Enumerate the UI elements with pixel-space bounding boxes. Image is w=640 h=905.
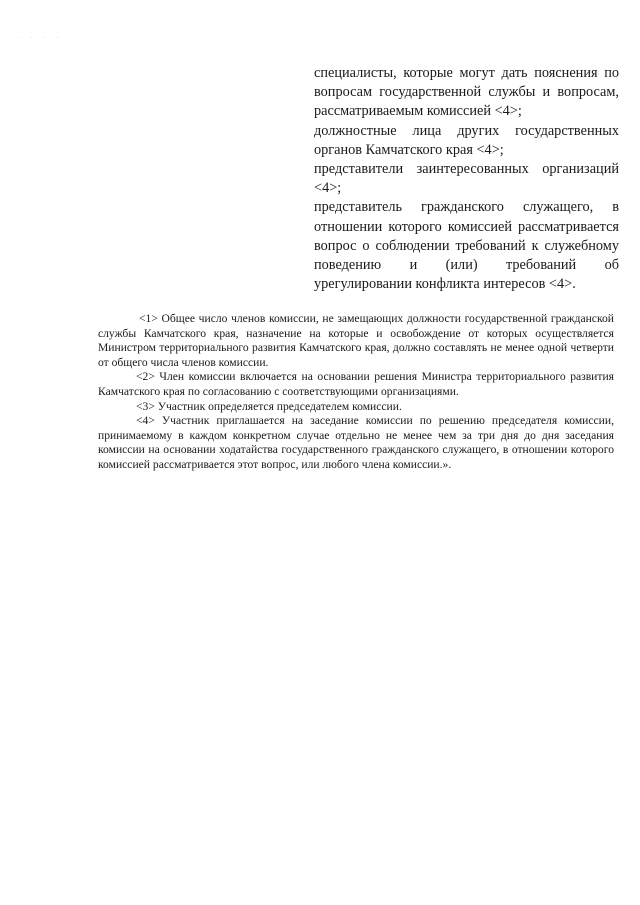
participants-item-organizations: представители заинтересованных организаций <4>; (314, 161, 619, 197)
footnote-4: <4> Участник приглашается на заседание комиссии по решению председателя комиссии, принимаемому в каждом конкретном случае отдельно не менее чем за три дня до дня заседания комиссии на основании ходатайства государственного гражданского служащего, в отношении которого комиссией рассматривается этот вопрос, или любого члена комиссии.». (98, 414, 614, 471)
participants-list (314, 64, 619, 294)
footnote-2: <2> Член комиссии включается на основании решения Министра территориального развития Камчатского края по согласованию с соответствующими организациями. (98, 370, 614, 398)
participants-item-representative: представитель гражданского служащего, в отношении которого комиссией рассматривается вопрос о соблюдении требований к служебному поведению и (или) требований об урегулировании конфликта интересов <4>. (314, 199, 619, 293)
participants-item-specialists: специалисты, которые могут дать пояснения по вопросам государственной службы и вопросам, рассматриваемым комиссией <4>; (314, 65, 619, 120)
scan-marks: . . . . (18, 34, 64, 40)
participants-item-officials: должностные лица других государственных органов Камчатского края <4>; (314, 122, 619, 158)
footnote-3: <3> Участник определяется председателем комиссии. (136, 399, 402, 413)
footnotes-section (98, 312, 614, 473)
footnote-1: <1> Общее число членов комиссии, не замещающих должности государственной гражданской службы Камчатского края, назначение на которые и освобождение от которых осуществляется Министром территориального развития Камчатского края, должно составлять не менее одной четверти от общего числа членов комиссии. (98, 312, 614, 369)
